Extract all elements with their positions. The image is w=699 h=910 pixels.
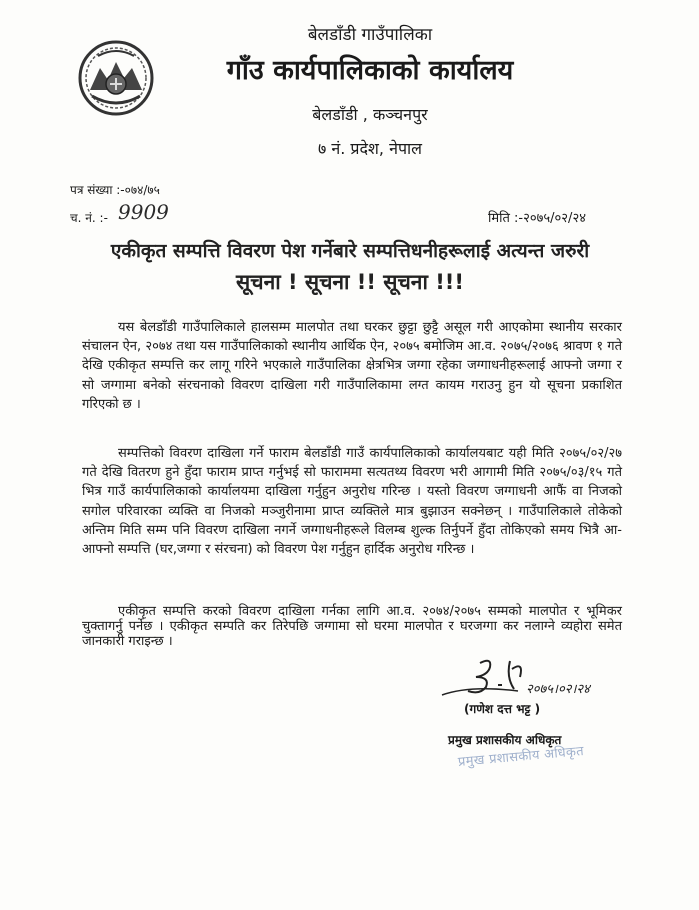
body-paragraph-3: एकीकृत सम्पत्ति करको विवरण दाखिला गर्नका लागि आ.व. २०७४/२०७५ सम्मको मालपोत र भूमिकर चुक्तागर्नु पर्नेछ । एकीकृत सम्पति कर तिरेपछि जग्गामा सो घरमा मालपोत र घरजग्गा कर नलाग्ने व्यहोरा समेत जानकारी गराइन्छ ।	[82, 604, 622, 649]
nepal-emblem-icon	[76, 38, 156, 118]
dispatch-number-label: च. नं. :-	[70, 211, 108, 225]
body-paragraph-2: सम्पत्तिको विवरण दाखिला गर्ने फाराम बेलडाँडी गाउँ कार्यपालिकाको कार्यालयबाट यही मिति २०७५/०२/२७ गते देखि वितरण हुने हुँदा फाराम प्राप्त गर्नुभई सो फाराममा सत्यतथ्य विवरण भरी आगामी मिति २०७५/०३/१५ गते भित्र गाउँ कार्यपालिकाको कार्यालयमा दाखिला गर्नुहुन अनुरोध गरिन्छ । यस्तो विवरण जग्गाधनी आफैं वा निजको सगोल परिवारका व्यक्ति वा निजको मञ्जुरीनामा प्राप्त व्यक्तिले मात्र बुझाउन सक्नेछन् । गाउँपालिकाले तोकेको अन्तिम मिति सम्म पनि विवरण दाखिला नगर्ने जग्गाधनीहरूले विलम्ब शुल्क तिर्नुपर्ने हुँदा तोकिएको समय भित्रै आ-आफ्नो सम्पत्ति (घर,जग्गा र संरचना) को विवरण पेश गर्नुहुन हार्दिक अनुरोध गरिन्छ ।	[82, 446, 622, 558]
signatory-title: प्रमुख प्रशासकीय अधिकृत	[448, 733, 562, 747]
letter-date: मिति :-२०७५/०२/२४	[488, 211, 586, 226]
handwritten-signature	[440, 655, 620, 705]
municipality-name: बेलडाँडी गाउँपालिका	[307, 25, 433, 45]
office-location: बेलडाँडी , कञ्चनपुर	[312, 105, 428, 124]
signature-date: २०७५।०२।२४	[526, 682, 590, 697]
official-stamp: प्रमुख प्रशासकीय अधिकृत	[457, 744, 585, 770]
body-paragraph-1: यस बेलडाँडी गाउँपालिकाले हालसम्म मालपोत तथा घरकर छुट्टा छुट्टै असूल गरी आएकोमा स्थानीय सरकार संचालन ऐन, २०७४ तथा यस गाउँपालिकाको स्थानीय आर्थिक ऐन, २०७५ बमोजिम आ.व. २०७५/२०७६ श्रावण १ गते देखि एकीकृत सम्पत्ति कर लागू गरिने भएकाले गाउँपालिका क्षेत्रभित्र जग्गा रहेका जग्गाधनीहरूलाई आफ्नो जग्गा र सो जग्गामा बनेको संरचनाको विवरण दाखिला गरी गाउँपालिकामा लग्त कायम गराउनु हुन यो सूचना प्रकाशित गरिएको छ ।	[82, 320, 622, 412]
notice-title: एकीकृत सम्पत्ति विवरण पेश गर्नेबारे सम्पत्तिधनीहरूलाई अत्यन्त जरुरी	[110, 240, 590, 262]
reference-number: पत्र संख्या :-०७४/७५	[70, 183, 160, 197]
province: ७ नं. प्रदेश, नेपाल	[317, 139, 423, 158]
office-name: गाँउ कार्यपालिकाको कार्यालय	[226, 55, 514, 86]
dispatch-number: 9909	[118, 200, 169, 224]
signatory-name: (गणेश दत्त भट्ट )	[464, 702, 541, 716]
notice-subtitle: सूचना ! सूचना !! सूचना !!!	[236, 270, 464, 294]
